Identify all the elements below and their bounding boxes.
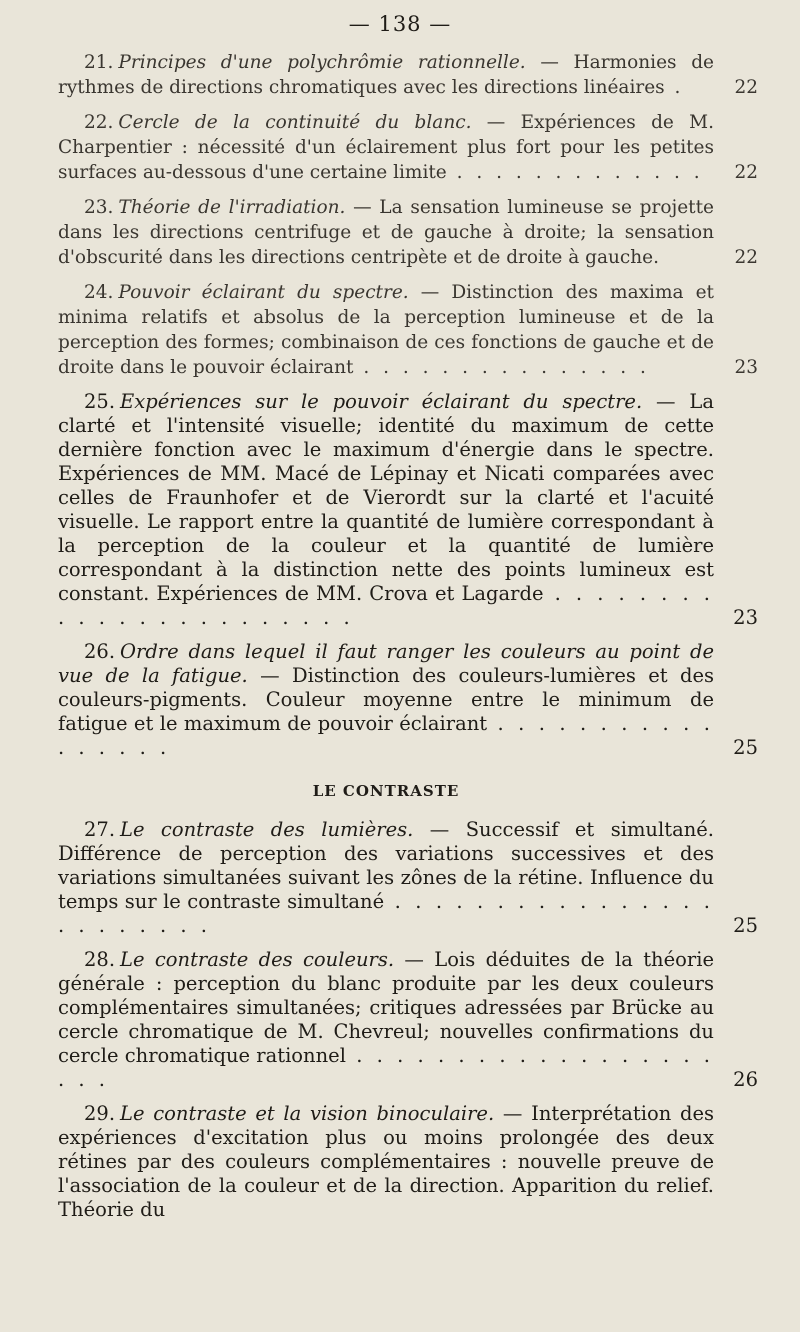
entry-number: 29. [84, 1102, 116, 1125]
toc-entry-26 [58, 640, 758, 760]
entry-number: 25. [84, 390, 116, 413]
table-of-contents [58, 50, 758, 1232]
dot-leader: . . . . . . . . . . . . . . . [353, 357, 650, 378]
toc-entry-22 [58, 110, 758, 185]
entry-title: Ordre dans lequel il faut ranger les couleurs au point de vue de la fatigue. [58, 640, 714, 687]
entry-page: 23 [733, 606, 758, 629]
toc-entry-29 [58, 1102, 758, 1222]
entry-text: — Successif et simultané. Différence de perception des variations successives et des variations simultanées suivant les zônes de la rétine. Influence du temps sur le contraste simultané [58, 818, 714, 913]
entry-text: — Interprétation des expériences d'excitation plus ou moins prolongée des deux rétines par des couleurs complémentaires : nouvelle preuve de l'association de la couleur et de la direction. Apparition du relief. Théorie du [58, 1102, 715, 1221]
entry-text: — Distinction des maxima et minima relatifs et absolus de la perception lumineuse et de la perception des formes; combinaison de ces fonctions de gauche et de droite dans le pouvoir éclairant [58, 282, 714, 378]
toc-entry-27 [58, 818, 758, 938]
entry-page: 23 [734, 357, 758, 378]
entry-text: — Lois déduites de la théorie générale : perception du blanc produite par les deux couleurs complémentaires simultanées; critiques adressées par Brücke au cercle chromatique de M. Chevreul; nouvelles confirmations du cercle chromatique rationnel [58, 948, 714, 1067]
entry-text: — Distinction des couleurs-lumières et des couleurs-pigments. Couleur moyenne entre le minimum de fatigue et le maximum de pouvoir éclairant [58, 664, 714, 735]
entry-page: 22 [734, 77, 758, 98]
entry-number: 23. [84, 197, 114, 218]
page-number: — 138 — [348, 12, 452, 36]
dot-leader: . . . . . . . . . . . . . . . . . . . . . . . . [58, 890, 714, 937]
toc-entry-25 [58, 390, 758, 630]
entry-page: 22 [734, 162, 758, 183]
entry-number: 26. [84, 640, 116, 663]
entry-title: Le contraste des lumières. [120, 818, 414, 841]
entry-page: 25 [733, 736, 758, 759]
entry-page: 25 [733, 914, 758, 937]
toc-entry-23 [58, 195, 758, 270]
dot-leader: . . . . . . . . . . . . . . . . . . . . . . . [58, 582, 714, 629]
entry-text: — La clarté et l'intensité visuelle; identité du maximum de cette dernière fonction avec le maximum d'énergie dans le spectre. Expériences de MM. Macé de Lépinay et Nicati comparées avec celles de Fraunhofer et de Vierordt sur la clarté et l'acuité visuelle. Le rapport entre la quantité de lumière correspondant à la perception de la couleur et la quantité de lumière correspondant à la distinction nette des points lumineux est constant. Expériences de MM. Crova et Lagarde [58, 390, 714, 605]
dot-leader: . . . . . . . . . . . . . . . . . [58, 712, 714, 759]
dot-leader: . . . . . . . . . . . . . [446, 162, 704, 183]
entry-title: Expériences sur le pouvoir éclairant du spectre. [120, 390, 643, 413]
dot-leader: . . . . . . . . . . . . . . . . . . . . . [58, 1044, 714, 1091]
toc-entry-24 [58, 280, 758, 380]
entry-text: — La sensation lumineuse se projette dans les directions centrifuge et de gauche à droite; la sensation d'obscurité dans les directions centripète et de droite à gauche. [58, 197, 714, 268]
entry-title: Le contraste des couleurs. [120, 948, 395, 971]
entry-number: 22. [84, 112, 114, 133]
entry-title: Cercle de la continuité du blanc. [118, 112, 472, 133]
entry-title: Pouvoir éclairant du spectre. [118, 282, 409, 303]
dot-leader: . [664, 77, 685, 98]
entry-page: 26 [733, 1068, 758, 1091]
toc-entry-28 [58, 948, 758, 1092]
toc-entry-21 [58, 50, 758, 100]
entry-title: Le contraste et la vision binoculaire. [120, 1102, 495, 1125]
entry-number: 27. [84, 818, 116, 841]
entry-title: Principes d'une polychrômie rationnelle. [118, 52, 526, 73]
entry-text: — Expériences de M. Charpentier : nécessité d'un éclairement plus fort pour les petites surfaces au-dessous d'une certaine limite [58, 112, 714, 183]
entry-text: — Harmonies de rythmes de directions chromatiques avec les directions linéaires [58, 52, 714, 98]
entry-number: 24. [84, 282, 114, 303]
section-heading: LE CONTRASTE [312, 782, 460, 800]
entry-page: 22 [734, 247, 758, 268]
entry-title: Théorie de l'irradiation. [118, 197, 346, 218]
entry-number: 28. [84, 948, 116, 971]
entry-number: 21. [84, 52, 114, 73]
